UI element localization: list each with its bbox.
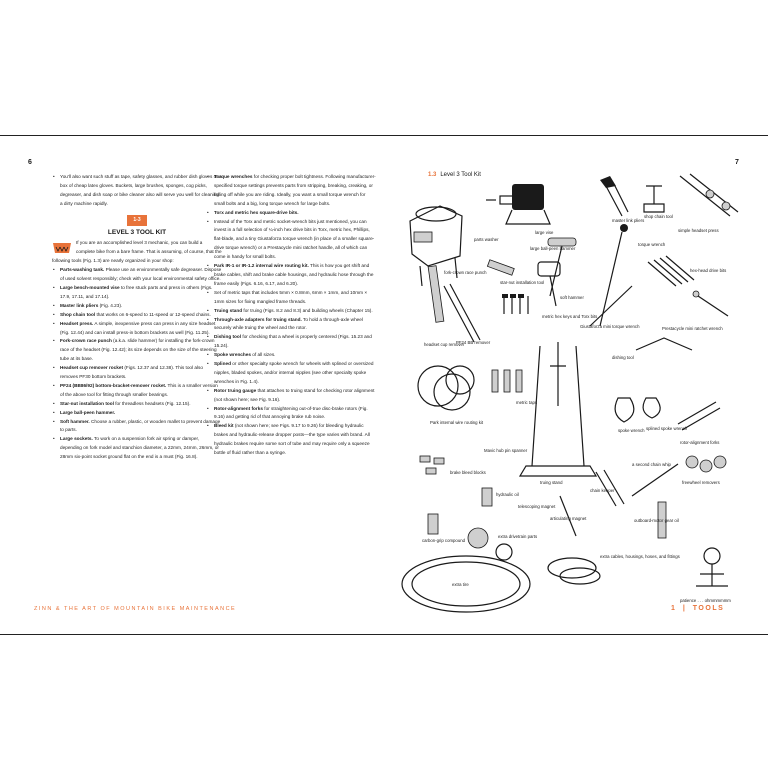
footer-chapter-label: TOOLS <box>692 605 725 612</box>
page-number-right: 7 <box>735 159 739 166</box>
headset-press-icon <box>680 174 738 216</box>
label-extra-cables: extra cables, housings, hoses, and fittings <box>600 554 680 559</box>
tool-name: Rotor-alignment forks <box>214 405 263 411</box>
tool-description: that attaches to truing stand for checking rotor alignment (not shown here; see Fig. 9.16). <box>214 387 375 402</box>
prestacycle-ratchet-icon <box>693 291 728 316</box>
label-wire-routing-kit: Park internal wire routing kit <box>430 420 484 425</box>
tool-description: To hold a through-axle wheel securely while truing the wheel and the rotor. <box>214 316 363 331</box>
tool-description: for straightening out-of-true disc-brake rotors (Fig. 9.16) and getting rid of that annoying brake rub noise. <box>214 405 368 420</box>
label-ball-peen-hammer: large ball-peen hammer <box>530 246 576 251</box>
hex-drive-bits-icon <box>648 256 694 286</box>
tool-list-item <box>206 333 376 351</box>
wire-routing-kit-icon <box>418 366 474 410</box>
tool-description: for truing (Figs. 8.2 and 8.3) and building wheels (Chapter 15). <box>242 307 373 313</box>
tool-list-item <box>52 284 222 302</box>
label-freewheel-removers: freewheel removers <box>682 480 720 485</box>
dishing-tool-icon <box>636 338 692 350</box>
label-second-chain-whip: a second chain whip <box>632 462 671 467</box>
middle-text-column <box>206 173 376 458</box>
label-soft-hammer: soft hammer <box>560 295 584 300</box>
chain-whip-icon <box>632 464 678 496</box>
footer-book-title: ZINN & THE ART OF MOUNTAIN BIKE MAINTENANCE <box>34 606 237 612</box>
tool-list-item <box>52 400 222 409</box>
middle-tool-list <box>206 173 376 458</box>
tool-description: This is how you get shift and brake cables, shift and brake cable housings, and hydraulic hose through the frame easily (Figs. 6.16, 6.17, and 6.20). <box>214 263 374 286</box>
label-drivetrain-parts: extra drivetrain parts <box>498 534 538 539</box>
tool-name: Park IR-1 or IR-1.2 internal wire routing kit. <box>214 263 309 269</box>
spoke-wrench-icon <box>615 398 634 422</box>
tool-description: (a.k.a. slide hammer) for installing the fork-crown race of the headset (Fig. 12.42); its size depends on the size of the steering tube at its base. <box>60 338 217 362</box>
left-tool-list <box>52 266 222 462</box>
tool-list-item <box>52 266 222 284</box>
tool-list-item <box>52 435 222 462</box>
label-metric-taps: metric taps <box>516 400 538 405</box>
tool-description: To work on a suspension fork air spring or damper, depending on fork model and stanchion diameter, a 22mm, 24mm, 26mm, or 28mm six-point socket ground flat on the end is a must (Fig. 16.8). <box>60 436 219 460</box>
shop-chain-tool-icon <box>644 186 664 212</box>
tool-name: Master link pliers <box>60 302 99 308</box>
label-large-vise: large vise <box>535 230 554 235</box>
fork-crown-race-punch-icon <box>428 266 444 323</box>
label-pf24-remover: PF24 BB remover <box>456 340 491 345</box>
tool-name: Spoke wrenches <box>214 352 251 358</box>
tool-description: Choose a rubber, plastic, or wooden mallet to prevent damage to parts. <box>60 418 221 433</box>
tool-name: Dishing tool <box>214 334 242 340</box>
metric-hex-keys-icon <box>502 294 528 314</box>
tool-list-item <box>206 262 376 289</box>
tool-list-item <box>206 289 376 307</box>
label-carbon-grip: carbon-grip compound <box>422 538 465 543</box>
label-rotor-alignment-forks: rotor-alignment forks <box>680 440 720 445</box>
tool-name: Splined <box>214 361 231 367</box>
splined-spoke-wrench-icon <box>643 398 660 418</box>
tool-list-item <box>52 409 222 418</box>
brake-bleed-blocks-icon <box>420 456 444 474</box>
label-hydraulic-oil: hydraulic oil <box>496 492 519 497</box>
tool-kit-illustration <box>400 166 745 631</box>
figure-number: 1.3 <box>428 172 437 178</box>
tool-list-item <box>206 307 376 316</box>
label-master-link-pliers: master link pliers <box>612 218 645 223</box>
tool-description: for checking that a wheel is properly centered (Figs. 15.23 and 15.24). <box>214 334 372 349</box>
tool-name: Bleed kit <box>214 423 234 429</box>
tool-list-item <box>206 422 376 458</box>
level-3-badge-icon <box>52 240 72 254</box>
tool-list-item <box>52 311 222 320</box>
label-articulating-magnet: articulating magnet <box>550 516 587 521</box>
tool-name: Star-nut installation tool <box>60 400 114 406</box>
label-star-nut-tool: star-nut installation tool <box>500 280 545 285</box>
tool-description: Instead of the Torx and metric socket-wrench bits just mentioned, you can invest in a full selection of ¼-inch hex drive bits in Torx, metric hex, Phillips, flat-blade, and a tiny Giustaforza torque wrench (in place of a smaller square-drive torque wrench) or a Prestacycle mini ratchet handle, all of which can come in handy for small bolts. <box>214 218 375 260</box>
tool-list-item <box>206 173 376 209</box>
label-hex-keys-torx: metric hex keys and Torx bits <box>542 314 598 319</box>
label-headset-cup-remover: headset cup remover <box>424 342 465 347</box>
tool-name: Rotor truing gauge <box>214 387 257 393</box>
drivetrain-parts-icon <box>468 528 512 560</box>
tool-list-item <box>206 387 376 405</box>
torque-wrench-icon <box>600 224 628 326</box>
label-giustaforza: Giustaforza mini torque wrench <box>580 324 640 329</box>
tool-name: Shop chain tool <box>60 311 96 317</box>
tool-name: Torx and metric hex square-drive bits. <box>214 209 299 215</box>
label-brake-bleed-blocks: brake bleed blocks <box>450 470 486 475</box>
tool-description: to free stuck parts and press in others (Figs. 17.9, 17.11, and 17.14). <box>60 284 213 299</box>
section-title: LEVEL 3 TOOL KIT <box>107 228 167 236</box>
tool-name: Truing stand <box>214 307 243 313</box>
tool-list-item <box>52 320 222 338</box>
tool-name: Through-axle adapters for truing stand. <box>214 316 302 322</box>
carbon-grip-compound-icon <box>428 514 438 534</box>
tool-description: of all sizes. <box>251 352 276 358</box>
tool-list-item <box>206 351 376 360</box>
tool-list-item <box>52 337 222 364</box>
label-headset-press: simple headset press <box>678 228 719 233</box>
large-vise-icon <box>486 184 550 224</box>
section-intro: If you are an accomplished level 3 mechanic, you can build a complete bike from a bare frame. That is assuming, of course, that the following tools (Fig. 1.3) are nearly organized in your shop: <box>52 240 222 264</box>
book-spread <box>0 135 768 635</box>
tool-description: (Figs. 12.37 and 12.38). This tool also removes PF30 bottom brackets. <box>60 365 203 380</box>
tool-description: that works on 6-speed to 11-speed or 12-speed chains. <box>95 311 211 317</box>
tool-description: for threadless headsets (Fig. 12.15). <box>113 400 191 406</box>
label-parts-washer: parts washer <box>474 237 499 242</box>
label-fork-crown-race-punch: fork-crown race punch <box>444 270 487 275</box>
tool-name: Parts-washing tank. <box>60 267 105 273</box>
label-telescoping-magnet: telescoping magnet <box>518 504 556 509</box>
tool-name: Headset press. <box>60 320 94 326</box>
label-prestacycle: Prestacycle mini ratchet wrench <box>662 326 723 331</box>
metric-taps-icon <box>492 370 522 392</box>
label-patience: patience . . . ohmmmmmm <box>680 598 731 603</box>
figure-title: Level 3 Tool Kit <box>440 172 481 178</box>
tool-description: or other specialty spoke wrench for wheels with splined or oversized nipples, bladed spokes, and/or internal nipples (see other specialty spoke wrenches in Fig. 1.4). <box>214 361 374 384</box>
giustaforza-torque-wrench-icon <box>590 286 632 326</box>
label-shop-chain-tool: shop chain tool <box>644 214 673 219</box>
label-splined-spoke-wrench: splined spoke wrench <box>646 426 688 431</box>
tool-description: (not shown here; see Figs. 9.17 to 9.26) for bleeding hydraulic brakes and hydraulic-release dropper posts—the type varies with brand. All hydraulic brakes require some sort of tube and may require only a squeeze bottle of fluid rather than a syringe. <box>214 423 370 456</box>
freewheel-removers-icon <box>686 456 726 472</box>
label-chain-keeper: chain keeper <box>590 488 615 493</box>
label-extra-tire: extra tire <box>452 582 469 587</box>
label-spoke-wrench: spoke wrench <box>618 428 645 433</box>
tool-list-item <box>206 209 376 218</box>
tool-name: Fork-crown race punch <box>60 338 112 344</box>
tool-description: This is a smaller version of the above tool for fitting through smaller bearings. <box>60 382 218 397</box>
star-nut-tool-icon <box>487 260 514 275</box>
tool-description: A simple, inexpensive press can press in any size headset (Fig. 12.44) and can install press-in bottom brackets as well (Fig. 11.25). <box>60 320 216 335</box>
meditating-mechanic-icon <box>696 548 728 586</box>
tool-name: PF24 (BB86/92) bottom-bracket-remover rocket. <box>60 382 167 388</box>
label-hub-pin-spanner: Mavic hub pin spanner <box>484 448 528 453</box>
tool-name: Torque wrenches <box>214 174 253 179</box>
label-hex-drive-bits: hex-head drive bits <box>690 268 727 273</box>
tool-list-item <box>206 316 376 334</box>
tool-list-item <box>52 364 222 382</box>
tool-name: Large ball-peen hammer. <box>60 409 116 415</box>
label-torque-wrench: torque wrench <box>638 242 666 247</box>
section-tag: 1-3 <box>127 215 147 226</box>
cables-housings-icon <box>548 558 600 584</box>
page-number-left: 6 <box>28 159 32 166</box>
label-dishing-tool: dishing tool <box>612 355 634 360</box>
label-outboard-gear-oil: outboard-motor gear oil <box>634 518 679 523</box>
tool-description: Set of metric taps that includes 5mm × 0.8mm, 6mm × 1mm, and 10mm × 1mm sizes for fixing mangled frame threads. <box>214 289 368 304</box>
headset-cup-remover-icon <box>444 284 480 342</box>
footer-chapter-number: 1 <box>671 605 677 612</box>
tool-name: Soft hammer. <box>60 418 90 424</box>
label-truing-stand: truing stand <box>540 480 563 485</box>
hydraulic-oil-icon <box>482 488 492 506</box>
tool-description: (Fig. 4.23). <box>98 302 123 308</box>
tool-list-item <box>206 360 376 387</box>
footer-chapter: 1 | TOOLS <box>671 605 725 612</box>
intro-paragraph: • You'll also want such stuff as tape, safety glasses, and rubber dish gloves or a box of cheap latex gloves. Buckets, large brushes, sponges, cog picks, degreaser, and dish soap or bike cleaner also will serve you well for cleaning a dirty machine rapidly. <box>52 173 222 209</box>
tool-description: for checking proper bolt tightness. Following manufacturer-specified torque settings prevents parts from stripping, breaking, creaking, or falling off while you are riding. Ideally, you want a small torque wrench for small bolts and a big, long torque wrench for large bolts. <box>214 174 376 206</box>
tool-list-item <box>206 218 376 263</box>
tool-description: Please use an environmentally safe degreaser. Dispose of used solvent responsibly; check with your local environmental safety office. <box>60 267 222 282</box>
tool-list-item <box>52 302 222 311</box>
truing-stand-icon <box>520 342 596 476</box>
tool-list-item <box>206 405 376 423</box>
tool-list-item <box>52 382 222 400</box>
left-text-column <box>52 173 222 462</box>
tool-name: Headset cup remover rocket <box>60 365 124 371</box>
tool-name: Large sockets. <box>60 436 93 442</box>
master-link-pliers-icon <box>600 176 628 216</box>
tool-list-item <box>52 418 222 436</box>
tool-name: Large bench-mounted vise <box>60 284 120 290</box>
